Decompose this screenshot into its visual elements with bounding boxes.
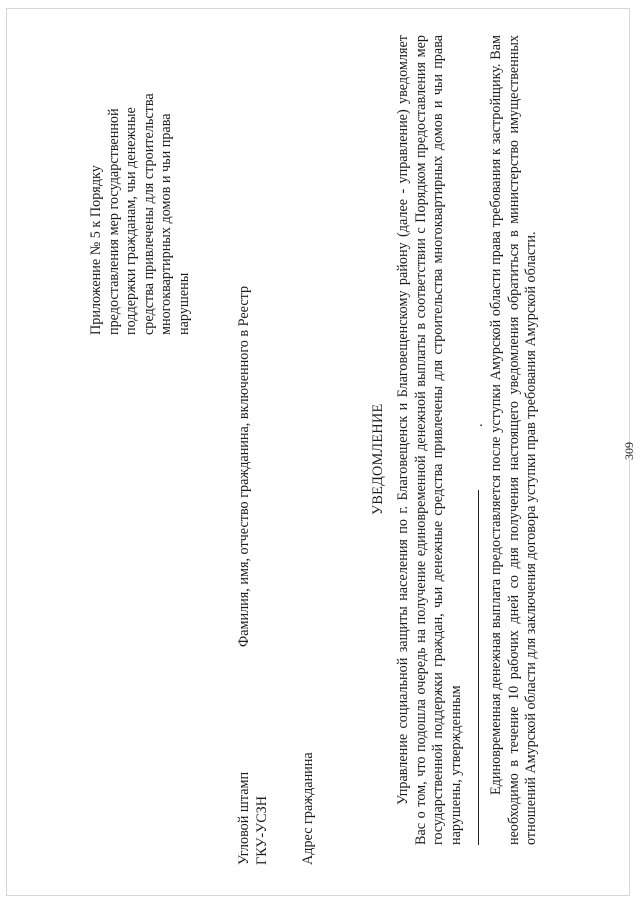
stamp-label: Угловой штамп — [236, 771, 252, 865]
stamp-organization: ГКУ-УСЗН — [253, 795, 270, 865]
paragraph-instructions: Единовременная денежная выплата предоставляется после уступки Амурской области права требования к застройщику. Вам необходимо в течение 10 рабочих дней со дня получения настоящего уведомления обратиться в министерство имущественных отношений Амурской области для заключения договора уступки прав требования Амурской области. — [488, 35, 540, 845]
appendix-line: многоквартирных домов и чьи права — [158, 113, 175, 335]
notification-body — [395, 35, 465, 845]
document-heading: УВЕДОМЛЕНИЕ — [370, 403, 386, 515]
appendix-reference — [88, 35, 194, 335]
appendix-line: предоставления мер государственной — [105, 108, 122, 335]
appendix-line: поддержки гражданам, чьи денежные — [123, 107, 140, 335]
recipient-address-field: Адрес гражданина — [300, 752, 316, 865]
appendix-line: нарушены — [175, 272, 192, 335]
recipient-name-field: Фамилия, имя, отчество гражданина, включенного в Реестр — [236, 285, 252, 647]
page-number: 309 — [622, 442, 636, 460]
notification-instructions — [488, 35, 541, 845]
blank-line-period: . — [470, 423, 486, 427]
appendix-line: средства привлечены для строительства — [140, 93, 157, 335]
blank-fill-line — [478, 490, 479, 845]
appendix-line: Приложение № 5 к Порядку — [88, 165, 104, 335]
corner-stamp — [236, 695, 271, 865]
paragraph-notice: Управление социальной защиты населения по г. Благовещенск и Благовещенскому району (далее - управление) уведомляет Вас о том, что подошла очередь на получение единовременной денежной выплаты в соответствии с Порядком предоставления мер государственной поддержки граждан, чьи денежные средства привлечены для строительства многоквартирных домов и чьи права нарушены, утвержденным — [395, 35, 464, 845]
